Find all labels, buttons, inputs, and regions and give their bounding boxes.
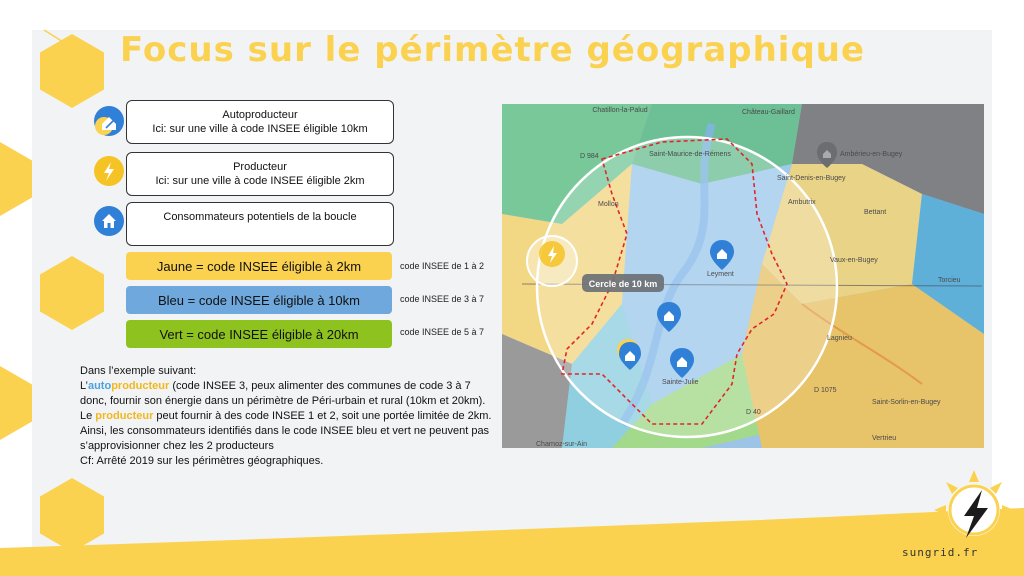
highlight-producteur: producteur xyxy=(111,380,170,392)
place-label: Torcieu xyxy=(938,277,961,284)
legend-subtitle: Ici: sur une ville à code INSEE éligible 10km xyxy=(152,123,368,135)
legend-title: Producteur xyxy=(233,161,287,173)
description-reference: Cf: Arrêté 2019 sur les périmètres géographiques. xyxy=(80,455,324,467)
place-label: Château-Gaillard xyxy=(742,109,795,116)
highlight-producteur: producteur xyxy=(95,410,154,422)
place-label: Bettant xyxy=(864,209,887,216)
road-label: D 1075 xyxy=(814,387,837,394)
circle-label: Cercle de 10 km xyxy=(588,279,658,289)
code-label: Jaune = code INSEE éligible à 2km xyxy=(156,258,362,274)
road-label: D 40 xyxy=(746,409,761,416)
code-label: Vert = code INSEE éligible à 20km xyxy=(159,326,359,342)
place-label: Sainte-Julie xyxy=(662,379,699,386)
place-label: Saint-Sorlin-en-Bugey xyxy=(872,399,941,406)
place-label: Saint-Maurice-de-Rémens xyxy=(649,151,731,158)
place-label: Charnoz-sur-Ain xyxy=(536,441,587,448)
description-producer: Le producteur peut fournir à des code INSEE 1 et 2, soit une portée limitée de 2km. Ainsi, les consommateurs identifiés dans le code INSEE bleu et vert ne peuvent pas s’approvisionner chez les 2 producteurs xyxy=(80,410,492,452)
brand-url: sungrid.fr xyxy=(902,546,979,559)
highlight-auto: auto xyxy=(87,380,112,392)
code-note: code INSEE de 3 à 7 xyxy=(400,294,485,304)
code-note: code INSEE de 1 à 2 xyxy=(400,261,485,271)
code-label: Bleu = code INSEE éligible à 10km xyxy=(158,292,360,308)
description-intro: Dans l’exemple suivant: xyxy=(80,365,197,377)
place-label: Chatillon-la-Palud xyxy=(592,107,648,114)
legend-title: Consommateurs potentiels de la boucle xyxy=(163,211,357,223)
legend-subtitle: Ici: sur une ville à code INSEE éligible 2km xyxy=(155,175,365,187)
code-note: code INSEE de 5 à 7 xyxy=(400,327,485,337)
place-label: Vertrieu xyxy=(872,435,897,442)
place-label: Ambérieu-en-Bugey xyxy=(840,151,903,158)
sungrid-logo-icon xyxy=(926,466,1022,550)
place-label: Saint-Denis-en-Bugey xyxy=(777,175,846,182)
place-label: Ambutrix xyxy=(788,199,816,206)
description-autoproducer: L’autoproducteur (code INSEE 3, peux alimenter des communes de code 3 à 7 donc, fournir son énergie dans un périmètre de Péri-urbain et rural (10km et 20km). xyxy=(80,380,486,407)
legend-title: Autoproducteur xyxy=(222,109,298,121)
place-label: Leyment xyxy=(707,271,734,278)
page-title: Focus sur le périmètre géographique xyxy=(120,30,866,70)
place-label: Lagnieu xyxy=(827,335,852,342)
road-label: D 984 xyxy=(580,153,599,160)
place-label: Mollon xyxy=(598,201,619,208)
place-label: Vaux-en-Bugey xyxy=(830,257,878,264)
